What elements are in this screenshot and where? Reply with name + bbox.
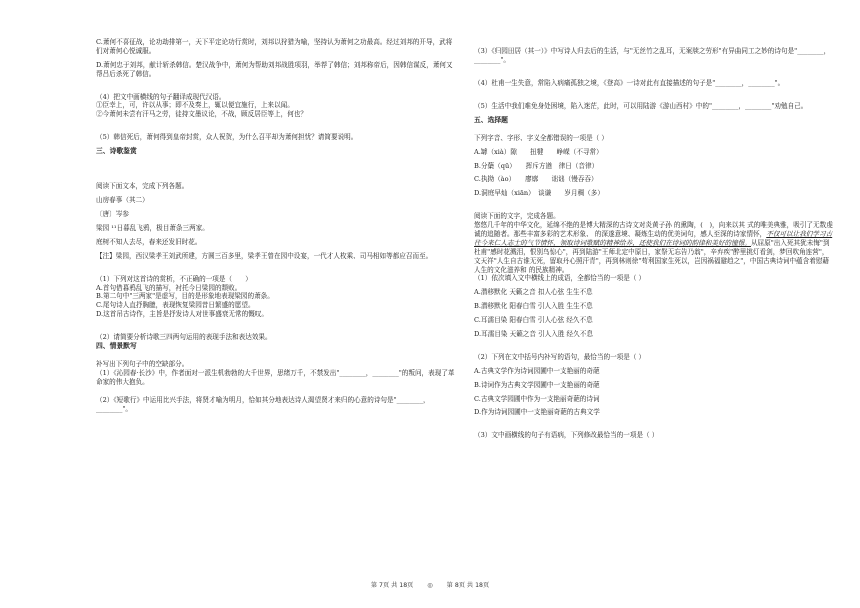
question-5: （5）韩信死后，萧何得到皇帝封赏，众人祝贺，为什么召平却为萧何担忧？请简要说明。 [96,133,358,142]
section-title-choice: 五、选择题 [474,115,508,124]
poem-line-2: 庭树不知人去尽，春来还发旧时花。 [96,237,202,246]
choice-question-intro: 下列字音、字形、字义全都错误的一项是（ ） [474,133,608,142]
fill-question-2: （2）《短歌行》中运用比兴手法，将贤才喻为明月，恰如其分地表达诗人渴望贤才来归的心意的诗句是"________，________"。 [96,395,430,413]
sub-question-1-option-a: A.潜移默化 天籁之音 扣人心弦 生生不息 [474,288,593,297]
reading-instruction-2: 阅读下面的文字，完成各题。 [474,212,560,221]
poem-question-1-option-b: B.第二句中"三两家"是虚写，目的是形象地表现梁园的萧条。 [96,292,274,301]
sub-question-2-option-d: D.作为诗词园圃中一支艳丽奇葩的古典文学 [474,408,600,417]
sub-question-2-option-a: A.古典文学作为诗词园圃中一支艳丽的奇葩 [474,366,600,375]
question-4-item-2: ②今萧何未尝有汗马之劳，徒持文墨议论，不战，顾反居臣等上，何也？ [96,110,307,119]
reading-passage [474,221,834,274]
poem-question-1: （1）下列对这首诗的赏析，不正确的一项是（ ） [96,274,252,283]
choice-option-a: A.罅（xià）隙 扭犍 峥嵘（不寻常） [474,147,603,156]
footer-page-left: 第 7页 共 18页 [370,582,414,589]
footer-center-mark: ◎ [427,582,433,589]
fill-question-1: （1）《沁园春·长沙》中，作者面对一派生机勃勃的大千世界，思绪万千，不禁发出"________，________"的叛问，表现了革命家的伟大抱负。 [96,369,455,386]
sub-question-1-option-b: B.潜移默化 阳春白雪 引人入胜 生生不息 [474,302,593,311]
sub-question-1-option-c: C.耳濡目染 阳春白雪 引人心弦 经久不息 [474,316,593,325]
option-d: D.萧何忠于刘邦，献计斩杀韩信。楚汉战争中，萧何为帮助刘邦战胜项羽，举荐了韩信；刘邦称帝后，因韩信谋反，萧何又帮吕后杀死了韩信。 [96,60,453,78]
poem-author: 〔唐〕岑参 [96,210,129,219]
passage-underlined-sentence: 不仅可以让我们学习古往今来仁人志士的气节情怀，领取诗词歌赋的精神给养，还使我们在诗词的韵律和美好的憧憬。 [474,229,833,247]
poem-question-1-option-c: C.尾句诗人直抒胸臆，表现恢复梁园昔日繁盛的愿望。 [96,301,255,310]
question-4-item-1: ①臣幸上，可，许以从事；即不及奏上，辄以便宜施行，上来以闻。 [96,101,294,110]
poem-line-1: 梁园 ¹¹日暮乱飞鸦，极目萧条三两家。 [96,223,209,232]
sub-question-2: （2）下列在文中括号内补写的语句，最恰当的一项是（ ） [474,352,646,361]
passage-part-a: 悠悠几千年的中华文化，延绵不绝的是博大精深的古诗文对炎黄子孙 的熏陶，( )，向来以其 式的唯美典雅，吸引了无数虔诚的追随者。那些丰富多彩的艺术形象、 的深遂意境、凝炼生动的优美词句，感人至深的诗家情怀， [474,221,833,238]
sub-question-2-option-c: C.古典文学园圃中作为一支艳丽奇葩的诗词 [474,394,600,403]
fill-question-5: （5）生活中我们难免身处困境，陷入迷茫，此时，可以用陆游《游山西村》中的"________，________"劝勉自己。 [474,101,808,110]
footer-page-right: 第 8页 共 18页 [446,582,490,589]
choice-option-b: B.分蘖（qū） 挥斥方遒 律日（音律） [474,161,599,170]
sub-question-2-option-b: B.诗词作为古典文学园圃中一支艳丽的奇葩 [474,380,600,389]
right-page-column [474,38,834,440]
reading-instruction: 阅读下面文本，完成下列各题。 [96,182,189,191]
section-title-poetry: 三、诗歌鉴赏 [96,147,137,156]
page-footer [0,580,860,589]
poem-note: 【注】梁园，西汉梁孝王刘武所建，方圆三百多里，梁孝王曾在园中设宴，一代才人枚乘、司马相如等都应召而至。 [96,251,433,260]
poem-question-1-option-a: A.首句借暮鸦乱飞的描写，衬托今日梁园的颓败。 [96,283,242,292]
choice-option-c: C.执拗（ào） 廖廓 诎诎（慢吞吞） [474,175,598,184]
poem-question-2: （2）请简要分析诗歌三四两句运用的表现手法和表达效果。 [96,333,272,342]
option-c: C.萧何不喜征战，论功劫排第一，天下平定论功行赏时，刘邦以狩猎为喻，坚持认为萧何之功最高。经过刘邦的开导，武将们对萧何心悦诚服。 [96,38,453,55]
fill-question-3: （3）《归园田居（其一）》中写诗人归去后的生活，与"无丝竹之乱耳，无案牍之劳形"有异曲同工之妙的诗句是"________，________"。 [474,47,831,64]
poem-title: 山房春事（其二） [96,196,149,205]
passage-part-b: 从屈原"出入死其犹未悔"到杜甫"感时花溅泪，恨别鸟惊心"，再到陆游"王师北定中原日，家祭无忘告乃翁"，辛弃疾"醉里挑灯看剑，梦回吹角连营"，文天祥"人生自古谁无死，留取丹心照汗青"，再到林则徐"苟利国家生死以，岂因祸福避趋之"，中国古典诗词中蕴含着慰藉人生的文化滋养和 的民族精神。 [474,238,830,274]
sub-question-1-option-d: D.耳濡目染 天籁之音 引人入胜 经久不息 [474,329,593,338]
question-4: （4）把文中画横线的句子翻译成现代汉语。 [96,92,226,101]
section-title-recitation: 四、情景默写 [96,341,137,350]
sub-question-3: （3）文中画横线的句子有语病，下列修改最恰当的一项是（ ） [474,431,659,440]
fill-question-4: （4）杜甫一生失意，常陷入病痛孤独之境，《登高》一诗对此有直接描述的句子是"________，________"。 [474,78,785,87]
poem-question-1-option-d: D.这首吊古诗作，主旨是抒发诗人对世事盛衰无常的慨叹。 [96,310,268,319]
left-page-column [96,38,456,414]
sub-question-1: （1）依次填入文中横线上的成语，全都恰当的一项是（ ） [474,274,646,283]
choice-option-d: D.洞庭早灿（xiān） 谈谦 岁月稠（多） [474,189,604,198]
fill-intro: 补写出下列句子中的空缺部分。 [96,360,189,369]
